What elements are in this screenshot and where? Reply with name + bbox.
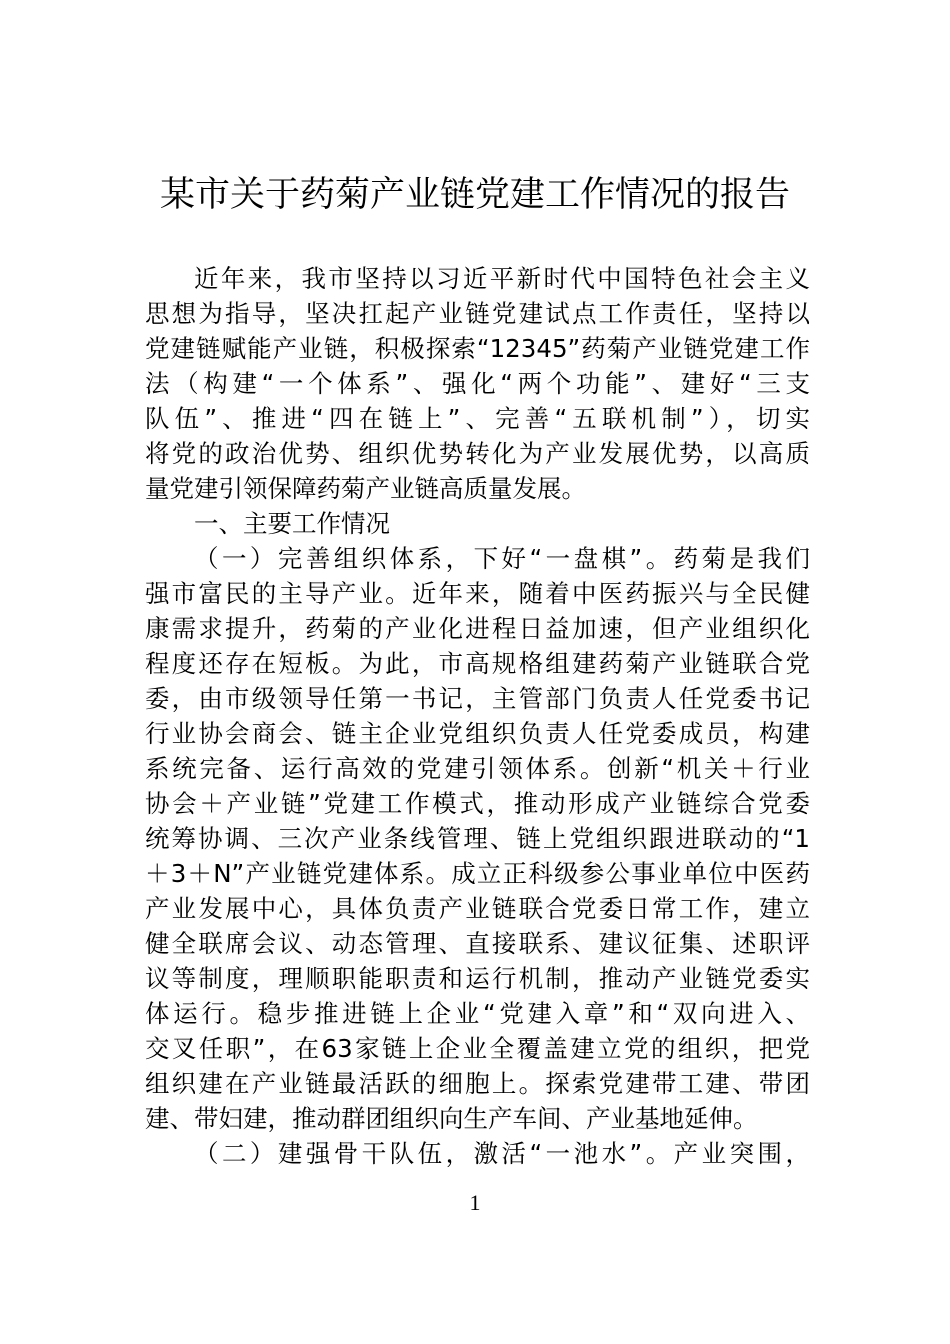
intro-line: 思想为指导，坚决扛起产业链党建试点工作责任，坚持以 (145, 299, 810, 328)
page-number: 1 (469, 1190, 481, 1215)
body-line: 程度还存在短板。为此，市高规格组建药菊产业链联合党 (145, 649, 810, 678)
intro-line: 法（构建“一个体系”、强化“两个功能”、建好“三支 (145, 369, 810, 398)
body-line: 组织建在产业链最活跃的细胞上。探索党建带工建、带团 (145, 1069, 810, 1098)
body-line: 协会＋产业链”党建工作模式，推动形成产业链综合党委 (145, 789, 810, 818)
intro-line: 近年来，我市坚持以习近平新时代中国特色社会主义 (194, 264, 810, 293)
document-title: 某市关于药菊产业链党建工作情况的报告 (159, 175, 790, 215)
body-line: 交叉任职”，在63家链上企业全覆盖建立党的组织，把党 (145, 1034, 810, 1063)
body-line: （二）建强骨干队伍，激活“一池水”。产业突围， (194, 1139, 810, 1168)
body-line: ＋3＋N”产业链党建体系。成立正科级参公事业单位中医药 (145, 859, 810, 888)
body-line: 委，由市级领导任第一书记，主管部门负责人任党委书记 (145, 684, 810, 713)
intro-line: 量党建引领保障药菊产业链高质量发展。 (145, 474, 586, 503)
body-line: 产业发展中心，具体负责产业链联合党委日常工作，建立 (145, 894, 810, 923)
intro-line: 队伍”、推进“四在链上”、完善“五联机制”），切实 (145, 404, 810, 433)
section-heading: 一、主要工作情况 (194, 509, 390, 538)
body-line: （一）完善组织体系，下好“一盘棋”。药菊是我们 (194, 544, 810, 573)
body-line: 系统完备、运行高效的党建引领体系。创新“机关＋行业 (145, 754, 810, 783)
body-line: 体运行。稳步推进链上企业“党建入章”和“双向进入、 (145, 999, 810, 1028)
body-line: 强市富民的主导产业。近年来，随着中医药振兴与全民健 (145, 579, 810, 608)
body-line: 康需求提升，药菊的产业化进程日益加速，但产业组织化 (145, 614, 810, 643)
body-line: 健全联席会议、动态管理、直接联系、建议征集、述职评 (145, 929, 810, 958)
body-line: 建、带妇建，推动群团组织向生产车间、产业基地延伸。 (145, 1104, 758, 1133)
body-line: 行业协会商会、链主企业党组织负责人任党委成员，构建 (145, 719, 810, 748)
intro-line: 党建链赋能产业链，积极探索“12345”药菊产业链党建工作 (145, 334, 810, 363)
body-line: 议等制度，理顺职能职责和运行机制，推动产业链党委实 (145, 964, 810, 993)
body-line: 统筹协调、三次产业条线管理、链上党组织跟进联动的“1 (145, 824, 810, 853)
intro-line: 将党的政治优势、组织优势转化为产业发展优势，以高质 (145, 439, 810, 468)
